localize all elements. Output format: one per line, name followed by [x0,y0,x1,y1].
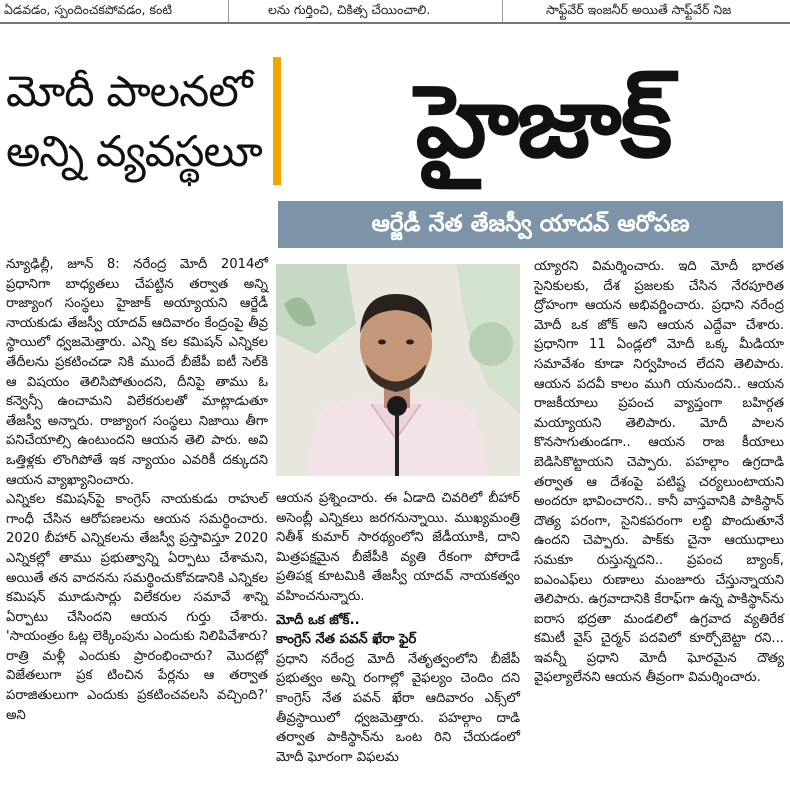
paragraph: ఆయన ప్రశ్నించారు. ఈ ఏడాది చివరిలో బీహార్ అసెంబ్లీ ఎన్నికలు జరగనున్నాయి. ముఖ్యమంత్రి నితీశ్ కుమార్ సారథ్యంలోని జేడీయూకి, దాని మిత్రపక్షమైన బీజేపీకి వ్యతి రేకంగా పోరాడే ప్రతిపక్ష కూటమికి తేజస్వీ యాదవ్ నాయకత్వం వహించనున్నారు. [276,491,520,604]
article-column-3 [534,257,784,688]
news-photo [276,264,520,476]
section-subhead: కాంగ్రెస్ నేత పవన్ ఖేరా ఫైర్ [276,632,417,648]
article-column-1 [6,255,268,725]
top-strip-right-text: సాఫ్ట్‌వేర్ ఇంజనీర్ అయితే సాఫ్ట్‌వేర్ నిజ [546,2,732,17]
top-strip-middle-text: లను గుర్తించి, చికిత్స చేయించాలి. [268,2,431,17]
paragraph: న్యూఢిల్లీ, జూన్ 8: నరేంద్ర మోదీ 2014లో ప్రధానిగా బాధ్యతలు చేపట్టిన తర్వాత అన్ని రాజ్యాంగ సంస్థలు హైజాక్ అయ్యాయని ఆర్జేడీ నాయకుడు తేజస్వీ యాదవ్ ఆదివారం కేంద్రంపై తీవ్ర స్థాయిలో ధ్వజమెత్తారు. ఎన్ని కల కమిషన్ ఎన్నికల తేదీలను ప్రకటించడా నికి ముందే బీజేపీ ఐటీ సెల్‌కి ఆ విషయం తెలిసిపోతుందని, దీనిపై తాము ఓ కన్వెన్సీ ఉంచామని విలేకరులతో మాట్లాడుతూ తేజస్వీ అన్నారు. రాజ్యాంగ సంస్థలు నిజాయి తీగా పనిచేయాల్సి ఉంటుందని ఆయన తెలి పారు. అవి ఒత్తిళ్లకు లొంగిపోతే ఇక న్యాయం ఎవరికీ దక్కుదని ఆయన వ్యాఖ్యానించారు. [6,257,268,488]
kicker-line-1: మోదీ పాలనలో [6,67,252,117]
kicker [6,62,268,182]
paragraph: య్యారని విమర్శించారు. ఇది మోదీ భారత సైనికులకు, దేశ ప్రజలకు చేసిన నేరపూరిత ద్రోహంగా ఆయన అభివర్ణించారు. ప్రధాని నరేంద్ర మోదీ ఒక జోక్ అని ఆయన ఎద్దేవా చేశారు. ప్రధానిగా 11 ఏండ్లలో మోదీ ఒక్క మీడియా సమావేశం కూడా నిర్వహించ లేదని తెలిపారు. ఆయన పదవీ కాలం ముగి యనుందని.. ఆయన రాజకీయాలు ప్రపంచ వ్యాప్తంగా బహిర్గత మయ్యాయని తెలిపారు. మోదీ పాలన కొనసాగుతుండగా.. ఆయన రాజ కీయాలు బెడిసికొట్టాయని చెప్పారు. పహల్గాం ఉగ్రదాడి తర్వాత ఆ దేశంపై పటిష్ట చర్యలుంటాయని అందరూ భావించారని.. కానీ వాస్తవానికి పాకిస్థాన్ దౌత్య పరంగా, సైనికపరంగా లబ్ధి పొందుతూనే ఉందని చెప్పారు. పాక్‌కు చైనా ఆయుధాలు సమకూ రుస్తున్నదని.. ప్రపంచ బ్యాంక్, ఐఎంఎఫ్‌లు రుణాలు మంజూరు చేస్తున్నాయని తెలిపారు. ఉగ్రవాదానికి కేరాఫ్‌గా ఉన్న పాకిస్థాన్‌ను ఐరాస భద్రతా మండలిలో ఉగ్రవాద వ్యతిరేక కమిటీ వైస్ చైర్మన్ పదవిలో కూర్చోబెట్టా రని... ఇవన్నీ ప్రధాని మోదీ ఘోరమైన దౌత్య వైఫల్యాలేనని ఆయన తీవ్రంగా విమర్శించారు. [534,259,784,686]
top-strip-divider [502,0,503,22]
subhead: ఆర్జేడీ నేత తేజస్వీ యాదవ్ ఆరోపణ [371,211,690,237]
paragraph: ఎన్నికల కమిషన్‌పై కాంగ్రెస్ నాయకుడు రాహుల్ గాంధీ చేసిన ఆరోపణలను ఆయన సమర్థించారు. 2020 బీహార్ ఎన్నికలను తేజస్వీ ప్రస్తావిస్తూ 2020 ఎన్నికల్లో తాము ప్రభుత్వాన్ని ఏర్పాటు చేశామని, అయితే తన వాదనను సమర్థించుకోవడానికి ఎన్నికల కమిషన్ మూడుసార్లు విలేకరుల సమావే శాన్ని ఏర్పాటు చేసిందని ఆయన గుర్తు చేశారు. 'సాయంత్రం ఓట్ల లెక్కింపును ఎందుకు నిలిపివేశారు? రాత్రి మళ్లీ ఎందుకు ప్రారంభించారు? మొదట్లో విజేతలుగా ప్రక టించిన పేర్లను ఆ తర్వాత పరాజితులుగా ఎందుకు ప్రకటించవలసి వచ్చింది?' అని [6,492,268,723]
accent-bar [273,57,281,185]
section-subhead: మోదీ ఒక జోక్.. [276,612,360,628]
paragraph: ప్రధాని నరేంద్ర మోదీ నేతృత్వంలోని బీజేపీ ప్రభుత్వం అన్ని రంగాల్లో వైఫల్యం చెందిం దని కాంగ్రెస్ నేత పవన్ ఖేరా ఆదివారం ఎక్స్‌లో తీవ్రస్థాయిలో ధ్వజమెత్తారు. పహల్గాం దాడి తర్వాత పాకిస్థాన్‌ను ఒంట రిని చేయడంలో మోదీ ఘోరంగా విఫలమ [276,651,520,765]
speaker-photo-illustration [276,264,520,476]
headline: హైజాక్ [415,63,671,180]
top-strip [0,0,790,24]
top-strip-divider [228,0,229,22]
article-column-2 [276,489,520,767]
kicker-line-2: అన్ని వ్యవస్థలూ [6,127,262,177]
top-strip-left-text: ఏడవడం, స్పందించకపోవడం, కంటి [4,2,172,17]
